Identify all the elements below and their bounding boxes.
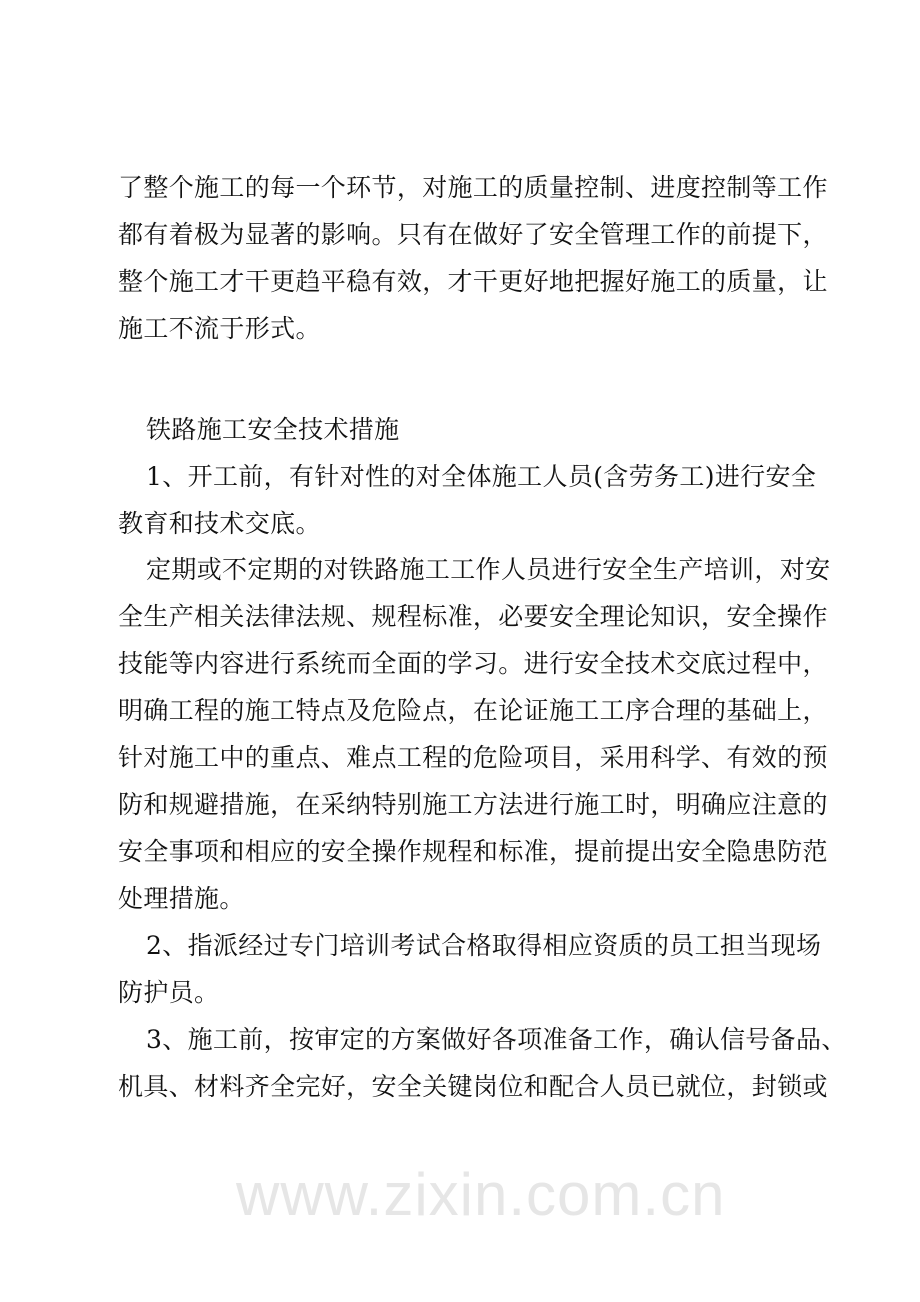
text-line: 技能等内容进行系统而全面的学习。进行安全技术交底过程中， — [118, 649, 828, 678]
text-line: 整个施工才干更趋平稳有效，才干更好地把握好施工的质量，让 — [118, 267, 828, 296]
text-line: 安全事项和相应的安全操作规程和标准，提前提出安全隐患防范 — [118, 837, 828, 866]
text-line: 1、开工前，有针对性的对全体施工人员(含劳务工)进行安全 — [146, 462, 817, 491]
text-line: 教育和技术交底。 — [118, 509, 321, 538]
text-line: 防护员。 — [118, 978, 220, 1007]
text-line: 防和规避措施，在采纳特别施工方法进行施工时，明确应注意的 — [118, 790, 828, 819]
text-line: 定期或不定期的对铁路施工工作人员进行安全生产培训，对安 — [146, 555, 831, 584]
watermark: www.zixin.com.cn — [236, 1161, 726, 1228]
text-line: 针对施工中的重点、难点工程的危险项目，采用科学、有效的预 — [118, 743, 828, 772]
text-line: 处理措施。 — [118, 884, 245, 913]
text-line: 了整个施工的每一个环节，对施工的质量控制、进度控制等工作 — [118, 173, 828, 202]
text-line: 全生产相关法律法规、规程标准，必要安全理论知识，安全操作 — [118, 602, 828, 631]
text-line: 都有着极为显著的影响。只有在做好了安全管理工作的前提下， — [118, 220, 828, 249]
section-heading: 铁路施工安全技术措施 — [146, 415, 400, 444]
text-line: 明确工程的施工特点及危险点，在论证施工工序合理的基础上， — [118, 696, 828, 725]
text-line: 3、施工前，按审定的方案做好各项准备工作，确认信号备品、 — [146, 1025, 847, 1054]
text-line: 机具、材料齐全完好，安全关键岗位和配合人员已就位，封锁或 — [118, 1072, 828, 1101]
text-line: 施工不流于形式。 — [118, 314, 321, 343]
text-line: 2、指派经过专门培训考试合格取得相应资质的员工担当现场 — [146, 931, 822, 960]
